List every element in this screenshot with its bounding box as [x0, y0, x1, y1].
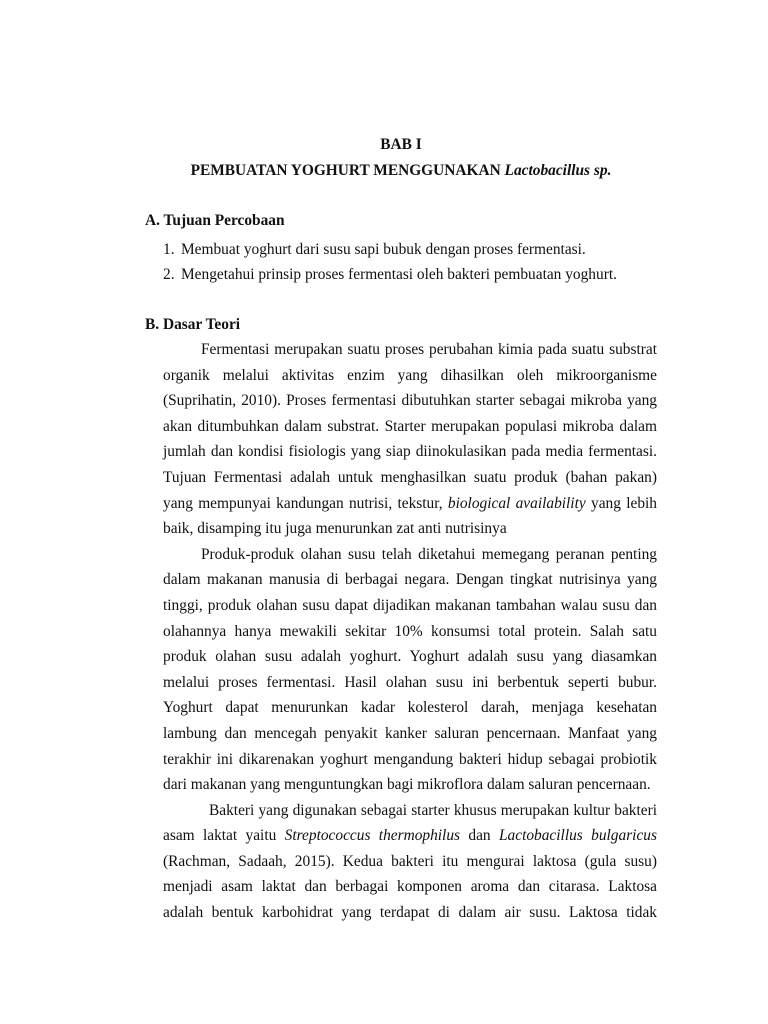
list-item-text: Membuat yoghurt dari susu sapi bubuk dengan proses fermentasi. — [181, 241, 586, 258]
dasar-teori-body — [163, 337, 657, 926]
line-text: yang lebih — [591, 494, 657, 512]
paragraph-line: menjadi asam laktat dan berbagai komponen aroma dan citarasa. Laktosa — [163, 878, 657, 896]
paragraph-line: organik melalui aktivitas enzim yang dihasilkan oleh mikroorganisme — [163, 366, 657, 384]
paragraph-line: Bakteri yang digunakan sebagai starter khusus merupakan kultur bakteri — [209, 801, 657, 819]
paragraph-line: dalam makanan manusia di berbagai negara. Dengan tingkat nutrisinya yang — [163, 571, 657, 589]
paragraph-line: Produk-produk olahan susu telah diketahui memegang peranan penting — [201, 545, 657, 563]
paragraph-line — [163, 823, 657, 849]
paragraph-line: (Rachman, Sadaah, 2015). Kedua bakteri itu mengurai laktosa (gula susu) — [163, 852, 657, 870]
line-text: yang mempunyai kandungan nutrisi, tekstur, — [163, 494, 443, 512]
paragraph-line: baik, disamping itu juga menurunkan zat anti nutrisinya — [163, 520, 507, 538]
paragraph-line: lambung dan mencegah penyakit kanker saluran pencernaan. Manfaat yang — [163, 724, 657, 742]
paragraph-line: (Suprihatin, 2010). Proses fermentasi dibutuhkan starter sebagai mikroba yang — [163, 392, 657, 410]
paragraph-line: melalui proses fermentasi. Hasil olahan susu ini berbentuk seperti bubur. — [163, 673, 657, 691]
objectives-list — [163, 237, 617, 287]
list-item-number: 1. — [163, 241, 175, 258]
chapter-title-organism: Lactobacillus sp. — [504, 162, 612, 179]
line-text: dan — [468, 827, 491, 845]
chapter-title — [0, 162, 768, 180]
section-heading-dasar-teori: B. Dasar Teori — [145, 316, 241, 333]
chapter-title-prefix: PEMBUATAN YOGHURT MENGGUNAKAN — [190, 162, 501, 179]
list-item — [163, 262, 617, 287]
line-italic-term: Streptococcus thermophilus — [284, 827, 461, 845]
paragraph-line: dari makanan yang menguntungkan bagi mikroflora dalam saluran pencernaan. — [163, 776, 651, 794]
line-italic-term: Lactobacillus bulgaricus — [498, 827, 657, 845]
paragraph-line: jumlah dan kondisi fisiologis yang siap diinokulasikan pada media fermentasi. — [163, 443, 657, 461]
list-item-text: Mengetahui prinsip proses fermentasi oleh bakteri pembuatan yoghurt. — [181, 266, 617, 283]
line-text: asam laktat yaitu — [163, 827, 277, 845]
paragraph-line: Tujuan Fermentasi adalah untuk menghasilkan suatu produk (bahan pakan) — [163, 468, 657, 486]
paragraph-line: terakhir ini dikarenakan yoghurt mengandung bakteri hidup sebagai probiotik — [163, 750, 657, 768]
paragraph-line: tinggi, produk olahan susu dapat dijadikan makanan tambahan walau susu dan — [163, 596, 657, 614]
paragraph-line — [163, 491, 657, 517]
chapter-label: BAB I — [380, 136, 422, 153]
list-item-number: 2. — [163, 266, 175, 283]
list-item — [163, 237, 617, 262]
section-heading-tujuan: A. Tujuan Percobaan — [145, 212, 285, 229]
paragraph-line: Fermentasi merupakan suatu proses perubahan kimia pada suatu substrat — [201, 341, 657, 358]
paragraph-line: adalah bentuk karbohidrat yang terdapat di dalam air susu. Laktosa tidak — [163, 904, 657, 922]
line-italic-term: biological availability — [447, 494, 586, 512]
paragraph-line: produk olahan susu adalah yoghurt. Yoghurt adalah susu yang diasamkan — [163, 648, 657, 666]
paragraph-line: olahannya hanya mewakili sekitar 10% konsumsi total protein. Salah satu — [163, 622, 657, 640]
paragraph-line: Yoghurt dapat menurunkan kadar kolesterol darah, menjaga kesehatan — [163, 699, 657, 717]
paragraph-line: akan ditumbuhkan dalam substrat. Starter merupakan populasi mikroba dalam — [163, 417, 657, 435]
